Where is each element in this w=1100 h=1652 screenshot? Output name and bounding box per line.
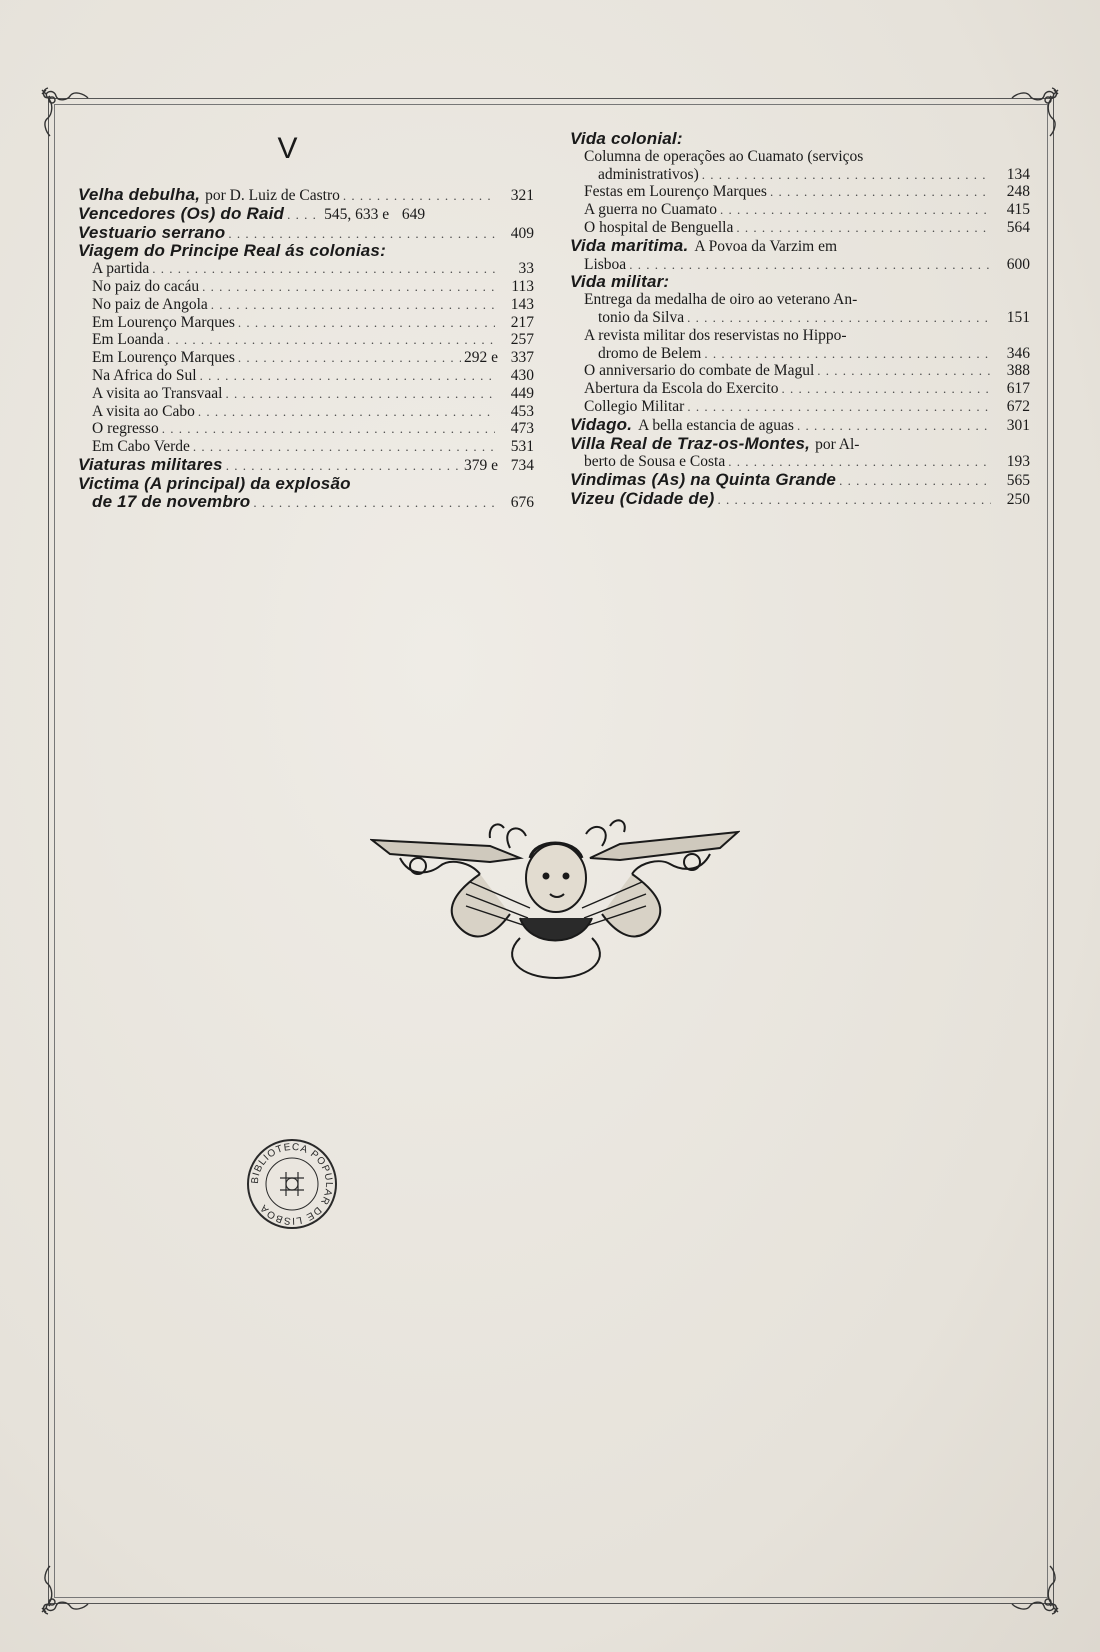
subentry-text: Em Lourenço Marques — [92, 349, 235, 367]
page-number: 415 — [1006, 201, 1030, 219]
index-entry — [570, 416, 1030, 435]
stamp-text: BIBLIOTECA POPULAR DE LISBOA — [249, 1141, 335, 1227]
index-entry — [78, 186, 534, 205]
subentry-text: dromo de Belem — [598, 344, 702, 362]
entry-title: Vindimas (As) na Quinta Grande — [570, 470, 837, 490]
subentry-text: No paiz de Angola — [92, 295, 208, 313]
index-subentry — [570, 398, 1030, 416]
index-entry — [78, 456, 534, 475]
page-number: 600 — [1006, 255, 1030, 273]
index-subentry — [78, 367, 534, 385]
entry-title: Vida militar: — [570, 272, 670, 292]
library-stamp-icon — [246, 1138, 338, 1230]
page-number: 453 — [510, 402, 534, 420]
page-number: 430 — [510, 366, 534, 384]
index-subentry — [570, 362, 1030, 380]
index-subentry — [78, 278, 534, 296]
entry-subtitle: Lisboa — [584, 255, 627, 273]
page-number: 250 — [1006, 490, 1030, 508]
index-entry — [570, 453, 1030, 471]
page-number: 388 — [1006, 362, 1030, 380]
entry-author: por D. Luiz de Castro — [205, 187, 340, 204]
subentry-text: Festas em Lourenço Marques — [584, 183, 767, 201]
subentry-text: Abertura da Escola do Exercito — [584, 380, 779, 398]
viagem-subentries — [78, 260, 534, 456]
page-number: 564 — [1006, 218, 1030, 236]
page-number: 337 — [510, 349, 534, 367]
index-entry — [78, 205, 534, 224]
index-subentry — [570, 309, 1030, 327]
corner-ornament-icon — [34, 1560, 94, 1620]
subentry-text: O regresso — [92, 420, 159, 438]
entry-title: Velha debulha, — [78, 185, 201, 204]
index-entry — [570, 256, 1030, 274]
page-refs: 292 e — [463, 349, 498, 367]
subentry-text: tonio da Silva — [598, 308, 685, 326]
entry-title-continued: de 17 de novembro — [92, 491, 251, 511]
index-subentry — [78, 385, 534, 403]
colonial-subentries — [570, 183, 1030, 236]
page-number: 409 — [510, 224, 534, 242]
index-entry — [570, 237, 1030, 256]
page-number: 257 — [510, 331, 534, 349]
page-refs: 545, 633 e — [324, 205, 390, 223]
entry-title: Villa Real de Traz-os-Montes, — [570, 433, 811, 453]
index-column-right — [570, 130, 1030, 509]
index-subentry — [78, 296, 534, 314]
entry-author: berto de Sousa e Costa — [584, 453, 726, 471]
index-subentry — [78, 331, 534, 349]
entry-title: Viaturas militares — [78, 454, 223, 474]
index-section-heading — [78, 242, 534, 260]
index-entry — [570, 490, 1030, 509]
index-entry — [78, 493, 534, 512]
section-letter-heading: V — [277, 132, 299, 165]
subentry-text: A guerra no Cuamato — [584, 201, 718, 219]
entry-title: Vida maritima. — [570, 235, 689, 255]
subentry-text: A visita ao Transvaal — [92, 384, 223, 402]
subentry-text: administrativos) — [598, 165, 699, 183]
subentry-text: Columna de operações ao Cuamato (serviços — [584, 147, 864, 165]
cherub-vignette-icon — [370, 818, 740, 988]
index-subentry — [78, 349, 534, 367]
subentry-text: Collegio Militar — [584, 397, 685, 415]
entry-title: Victima (A principal) da explosão — [78, 473, 351, 493]
subentry-text: Em Cabo Verde — [92, 438, 190, 456]
page-number: 113 — [511, 277, 534, 295]
militar-subentries — [570, 362, 1030, 415]
index-subentry — [78, 438, 534, 456]
page-number: 531 — [510, 438, 534, 456]
page-number: 217 — [510, 313, 534, 331]
index-entry — [78, 475, 534, 493]
index-subentry — [570, 201, 1030, 219]
page-number: 151 — [1006, 308, 1030, 326]
corner-ornament-icon — [1006, 1560, 1066, 1620]
index-subentry — [78, 420, 534, 438]
subentry-text: Na Africa do Sul — [92, 366, 197, 384]
subentry-text: A visita ao Cabo — [92, 402, 195, 420]
index-subentry — [570, 380, 1030, 398]
subentry-text: No paiz do cacáu — [92, 277, 200, 295]
index-subentry — [570, 166, 1030, 184]
index-entry — [78, 224, 534, 243]
page-number: 321 — [510, 187, 534, 204]
page-number: 473 — [510, 420, 534, 438]
subentry-text: O hospital de Benguella — [584, 218, 734, 236]
subentry-text: A revista militar dos reservistas no Hippo- — [584, 326, 847, 344]
page-number: 143 — [510, 295, 534, 313]
index-subentry — [570, 345, 1030, 363]
page-number: 301 — [1006, 416, 1030, 434]
index-section-heading — [570, 130, 1030, 148]
index-entry — [570, 435, 1030, 454]
index-section-heading — [570, 273, 1030, 291]
index-entry — [570, 471, 1030, 490]
index-subentry — [78, 260, 534, 278]
page-number: 672 — [1006, 397, 1030, 415]
page-number: 33 — [518, 260, 534, 278]
entry-title: Vizeu (Cidade de) — [570, 488, 715, 508]
page-number: 134 — [1006, 165, 1030, 183]
page-number: 193 — [1006, 453, 1030, 471]
subentry-text: Em Loanda — [92, 331, 164, 349]
index-subentry — [570, 183, 1030, 201]
entry-title: Vencedores (Os) do Raid — [78, 203, 285, 223]
page-number: 346 — [1006, 344, 1030, 362]
page-number: 617 — [1006, 380, 1030, 398]
entry-subtitle: A Povoa da Varzim em — [694, 237, 838, 255]
entry-subtitle: A bella estancia de aguas — [638, 416, 794, 434]
page-number: 248 — [1006, 183, 1030, 201]
entry-title: Vida colonial: — [570, 129, 683, 148]
entry-title: Viagem do Principe Real ás colonias: — [78, 241, 386, 261]
entry-title: Vidago. — [570, 414, 633, 434]
entry-title: Vestuario serrano — [78, 222, 226, 242]
page-number: 449 — [510, 384, 534, 402]
index-subentry — [78, 403, 534, 421]
subentry-text: O anniversario do combate de Magul — [584, 362, 815, 380]
subentry-text: A partida — [92, 260, 150, 278]
page-refs: 379 e — [463, 456, 498, 474]
svg-text:BIBLIOTECA POPULAR DE LISBOA — [250, 1142, 334, 1226]
index-column-left — [78, 186, 534, 511]
subentry-text: Em Lourenço Marques — [92, 313, 235, 331]
entry-author: por Al- — [815, 435, 860, 453]
index-subentry — [78, 314, 534, 332]
index-subentry — [570, 219, 1030, 237]
subentry-text: Entrega da medalha de oiro ao veterano An- — [584, 291, 858, 309]
page-number: 565 — [1006, 472, 1030, 490]
page-number: 734 — [510, 456, 534, 474]
page-number: 676 — [510, 493, 534, 511]
page-number: 649 — [401, 205, 426, 223]
corner-ornament-icon — [34, 82, 94, 142]
